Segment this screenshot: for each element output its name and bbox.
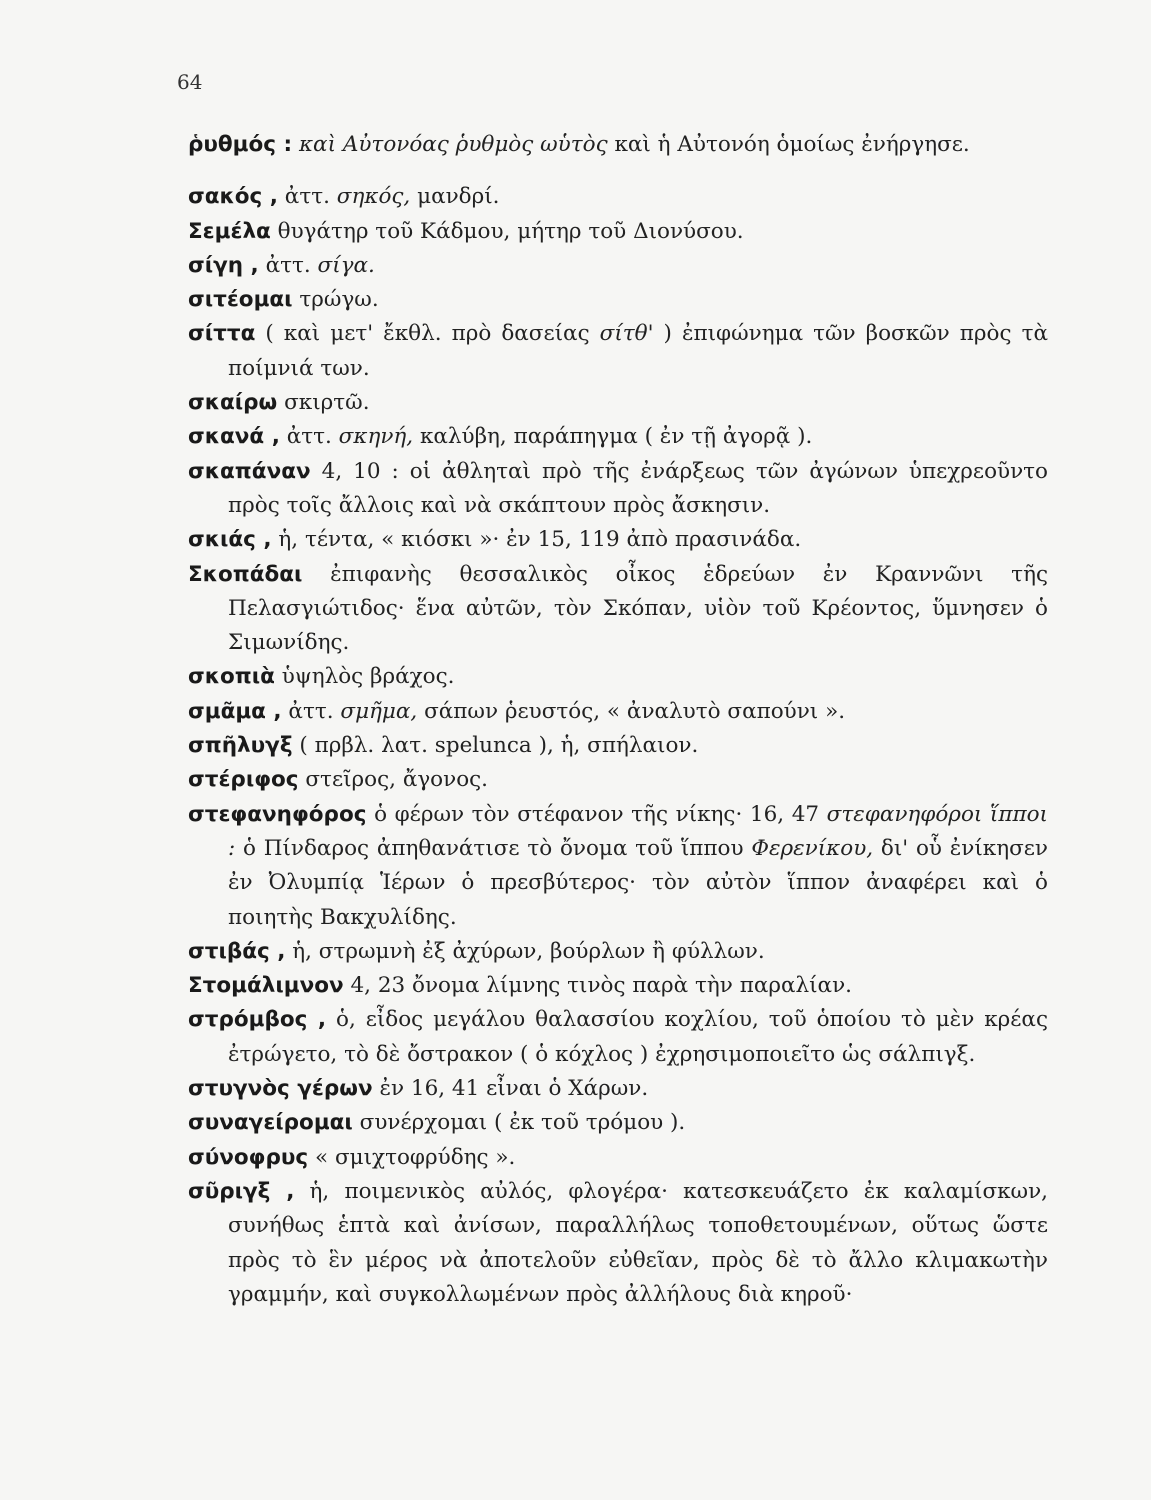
dictionary-entry xyxy=(188,1106,1048,1140)
dictionary-entry xyxy=(188,455,1048,524)
entry-headword: στυγνὸς γέρων xyxy=(188,1076,373,1102)
dictionary-entry xyxy=(188,729,1048,763)
entry-headword: ῥυθμός : xyxy=(188,132,293,157)
dictionary-entry xyxy=(188,1141,1048,1175)
entry-headword: σκανά , xyxy=(188,424,280,450)
entry-definition-text: ἡ, στρωμνὴ ἐξ ἀχύρων, βούρλων ἢ φύλλων. xyxy=(285,938,765,964)
dictionary-entry xyxy=(188,969,1048,1003)
dictionary-entry xyxy=(188,558,1048,661)
dictionary-entry xyxy=(188,215,1048,249)
dictionary-entry xyxy=(188,695,1048,729)
entry-headword: σίττα xyxy=(188,321,256,347)
entry-definition-text: μανδρί. xyxy=(410,184,500,210)
entry-definition-text: σκιρτῶ. xyxy=(277,390,370,416)
dictionary-entries xyxy=(188,128,1048,1312)
entry-headword: Σκοπάδαι xyxy=(188,561,303,587)
entry-headword: στεφανηφόρος xyxy=(188,801,367,827)
entry-headword: σκαπάναν xyxy=(188,458,311,484)
entry-headword: σκαίρω xyxy=(188,390,278,416)
entry-definition-text: ἀττ. xyxy=(279,424,339,450)
entry-definition-text: ( πρβλ. λατ. spelunca ), ἡ, σπήλαιον. xyxy=(292,733,699,759)
entry-definition-text: ( καὶ μετ' ἔκθλ. πρὸ δασείας xyxy=(255,321,600,347)
entry-definition-text: ὁ φέρων τὸν στέφανον τῆς νίκης· 16, 47 xyxy=(366,801,827,827)
dictionary-entry xyxy=(188,283,1048,317)
entry-definition-text: καὶ ἡ Αὐτονόη ὁμοίως ἐνήργησε. xyxy=(607,132,970,157)
entry-headword: στέριφος xyxy=(188,767,299,793)
entry-headword: σκιάς , xyxy=(188,527,272,553)
entry-definition-text: ὁ Πίνδαρος ἀπηθανάτισε τὸ ὄνομα τοῦ ἵππου xyxy=(235,835,752,861)
entry-headword: σκοπιὰ xyxy=(188,664,275,690)
dictionary-entry xyxy=(188,180,1048,214)
dictionary-entry xyxy=(188,420,1048,454)
entry-definition-text: δι' οὗ ἐνίκησεν ἐν Ὀλυμπίᾳ Ἱέρων ὁ πρεσβύτερος· τὸν αὐτὸν ἵππον ἀναφέρει καὶ ὁ ποιητὴς Βακχυλίδης. xyxy=(228,835,1048,930)
entry-headword: σμᾶμα , xyxy=(188,698,282,724)
entry-headword: στιβάς , xyxy=(188,938,286,964)
entry-definition-text: καλύβη, παράπηγμα ( ἐν τῇ ἀγορᾷ ). xyxy=(413,424,813,450)
entry-headword: σπῆλυγξ xyxy=(188,733,293,759)
entry-definition-text: στεφανηφόροι ἵπποι : xyxy=(228,801,1048,861)
dictionary-entry xyxy=(188,935,1048,969)
entry-definition-text: « σμιχτοφρύδης ». xyxy=(308,1144,516,1170)
entry-definition-text: τρώγω. xyxy=(292,287,379,313)
entry-definition-text: ἀττ. xyxy=(277,184,337,210)
entry-definition-text: σκηνή, xyxy=(338,424,414,450)
entry-definition-text: ἀττ. xyxy=(281,698,341,724)
entry-definition-text: σάπων ῥευστός, « ἀναλυτὸ σαπούνι ». xyxy=(417,698,846,724)
entry-definition-text: ἐπιφανὴς θεσσαλικὸς οἶκος ἑδρεύων ἐν Κραννῶνι τῆς Πελασγιώτιδος· ἕνα αὐτῶν, τὸν Σκόπαν, υἱὸν τοῦ Κρέοντος, ὕμνησεν ὁ Σιμωνίδης. xyxy=(228,561,1048,656)
entry-definition-text: θυγάτηρ τοῦ Κάδμου, μήτηρ τοῦ Διονύσου. xyxy=(270,218,744,244)
entry-definition-text: σίτθ' xyxy=(599,321,654,347)
dictionary-entry xyxy=(188,523,1048,557)
entry-definition-text: σμῆμα, xyxy=(340,698,418,724)
entry-headword: σακός , xyxy=(188,184,278,210)
dictionary-entry xyxy=(188,798,1048,935)
dictionary-entry xyxy=(188,128,1048,162)
entry-definition-text: ὑψηλὸς βράχος. xyxy=(274,664,455,690)
entry-definition-text: σίγα. xyxy=(317,252,375,278)
entry-definition-text: Φερενίκου, xyxy=(751,835,874,861)
entry-headword: σίγη , xyxy=(188,252,259,278)
entry-definition-text: ὁ, εἶδος μεγάλου θαλασσίου κοχλίου, τοῦ ὁποίου τὸ μὲν κρέας ἐτρώγετο, τὸ δὲ ὄστρακον ( ὁ κόχλος ) ἐχρησιμοποιεῖτο ὡς σάλπιγξ. xyxy=(228,1007,1048,1067)
entry-headword: σύνοφρυς xyxy=(188,1144,309,1170)
entry-definition-text: συνέρχομαι ( ἐκ τοῦ τρόμου ). xyxy=(352,1110,686,1136)
dictionary-entry xyxy=(188,386,1048,420)
dictionary-entry xyxy=(188,660,1048,694)
entry-definition-text: καὶ Αὐτονόας ῥυθμὸς ωὑτὸς xyxy=(298,132,608,157)
entry-headword: συναγείρομαι xyxy=(188,1110,353,1136)
entry-headword: σιτέομαι xyxy=(188,287,293,313)
entry-definition-text: ἡ, ποιμενικὸς αὐλός, φλογέρα· κατεσκευάζετο ἐκ καλαμίσκων, συνήθως ἑπτὰ καὶ ἀνίσων, παραλλήλως τοποθετουμένων, οὕτως ὥστε πρὸς τὸ ἓν μέρος νὰ ἀποτελοῦν εὐθεῖαν, πρὸς δὲ τὸ ἄλλο κλιμακωτὴν γραμμήν, καὶ συγκολλωμένων πρὸς ἀλλήλους διὰ κηροῦ· xyxy=(228,1178,1048,1307)
dictionary-entry xyxy=(188,249,1048,283)
entry-definition-text xyxy=(292,132,299,157)
dictionary-entry xyxy=(188,1003,1048,1072)
entry-headword: Σεμέλα xyxy=(188,218,271,244)
entry-definition-text: ἐν 16, 41 εἶναι ὁ Χάρων. xyxy=(372,1076,649,1102)
entry-definition-text: σηκός, xyxy=(336,184,411,210)
entry-headword: Στομάλιμνον xyxy=(188,973,344,999)
page-number: 64 xyxy=(177,70,203,94)
entry-definition-text: στεῖρος, ἄγονος. xyxy=(298,767,489,793)
entry-definition-text: 4, 23 ὄνομα λίμνης τινὸς παρὰ τὴν παραλίαν. xyxy=(343,973,852,999)
entry-headword: σῦριγξ , xyxy=(188,1178,295,1204)
dictionary-entry xyxy=(188,1072,1048,1106)
dictionary-entry xyxy=(188,1175,1048,1312)
entry-definition-text: 4, 10 : οἱ ἀθληταὶ πρὸ τῆς ἐνάρξεως τῶν ἀγώνων ὑπεχρεοῦντο πρὸς τοῖς ἄλλοις καὶ νὰ σκάπτουν πρὸς ἄσκησιν. xyxy=(228,458,1048,518)
dictionary-entry xyxy=(188,317,1048,386)
entry-definition-text: ) ἐπιφώνημα τῶν βοσκῶν πρὸς τὰ ποίμνιά των. xyxy=(228,321,1048,381)
entry-definition-text: ἀττ. xyxy=(258,252,318,278)
dictionary-entry xyxy=(188,763,1048,797)
entry-headword: στρόμβος , xyxy=(188,1007,327,1033)
entry-definition-text: ἡ, τέντα, « κιόσκι »· ἐν 15, 119 ἀπὸ πρασινάδα. xyxy=(271,527,802,553)
